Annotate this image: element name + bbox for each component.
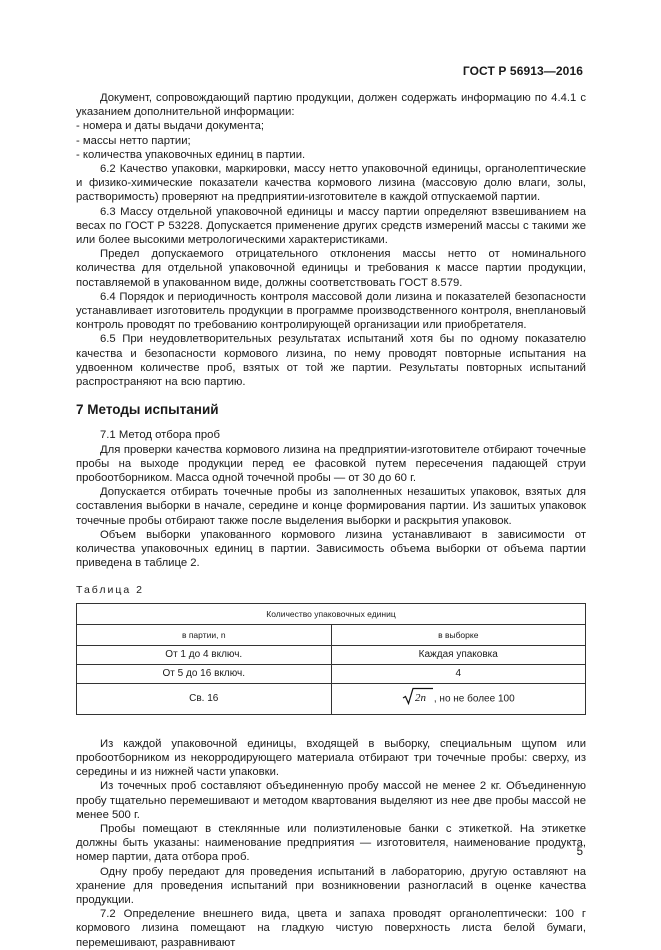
- paragraph-6-2: 6.2 Качество упаковки, маркировки, массу нетто упаковочной единицы, органолептические и физико-химические показатели качества кормового лизина (массовую долю влаги, золы, растворимость) проверяют на предприятии-изготовителе в каждой отпускаемой партии.: [76, 163, 586, 204]
- paragraph-after-table-4: Одну пробу передают для проведения испытаний в лабораторию, другую оставляют на хранение для проведения испытаний при возникновении разногласий в оценке качества продукции.: [76, 865, 586, 906]
- formula-text: 2n: [414, 692, 426, 705]
- table-cell-sample: Каждая упаковка: [331, 645, 586, 664]
- sqrt-formula: [402, 687, 434, 710]
- page-number: 5: [576, 846, 583, 858]
- sample-size-table: [76, 603, 586, 715]
- table-cell-batch: От 5 до 16 включ.: [77, 664, 332, 683]
- paragraph-after-table-3: Пробы помещают в стеклянные или полиэтиленовые банки с этикеткой. На этикетке должны быть указаны: наименование предприятия — изготовителя, наименование продукта, номер партии, дата отбора проб.: [76, 822, 586, 864]
- table-cell-batch: От 1 до 4 включ.: [77, 645, 332, 664]
- document-header: ГОСТ Р 56913—2016: [462, 64, 583, 78]
- table-row: [77, 645, 586, 664]
- formula-suffix: , но не более 100: [433, 693, 515, 705]
- table-row: [77, 664, 586, 683]
- bullet-item: - массы нетто партии;: [76, 134, 191, 147]
- table-caption: Таблица 2: [76, 583, 144, 596]
- paragraph-6-4: 6.4 Порядок и периодичность контроля массовой доли лизина и показателей безопасности устанавливает изготовитель продукции в программе производственного контроля, внеплановый контроль проводят по требованию контролирующей организации или приобретателя.: [76, 290, 586, 332]
- table-header-sample: в выборке: [331, 624, 586, 645]
- paragraph-accompanying-document: Документ, сопровождающий партию продукции, должен содержать информацию по 4.4.1 с указанием дополнительной информации:: [76, 92, 586, 119]
- paragraph-7-2: 7.2 Определение внешнего вида, цвета и запаха проводят органолептически: 100 г кормового лизина помещают на гладкую чистую поверхность листа белой бумаги, перемешивают, разравнивают: [76, 908, 586, 949]
- table-cell-sample-formula: [331, 683, 586, 714]
- paragraph-6-5: 6.5 При неудовлетворительных результатах испытаний хотя бы по одному показателю качества и безопасности кормового лизина, по нему проводят повторные испытания на удвоенном количестве проб, взятых от той же партии. Результаты повторных испытаний распространяют на всю партию.: [76, 333, 586, 389]
- sqrt-sign-icon: [402, 687, 434, 705]
- paragraph-7-1-a: Для проверки качества кормового лизина на предприятии-изготовителе отбирают точечные пробы на выходе продукции перед ее фасовкой путем пересечения падающей струи пробоотборником. Масса одной точечной пробы — от 30 до 60 г.: [76, 443, 586, 485]
- table-cell-sample: 4: [331, 664, 586, 683]
- paragraph-mass-limit: Предел допускаемого отрицательного отклонения массы нетто от номинального количества для отдельной упаковочной единицы и требования к массе партии продукции, поставляемой в упакованном виде, должны соответствовать ГОСТ 8.579.: [76, 248, 586, 289]
- paragraph-7-1-c: Объем выборки упакованного кормового лизина устанавливают в зависимости от количества упаковочных единиц в партии. Зависимость объема выборки от объема партии приведена в таблице 2.: [76, 528, 586, 570]
- bullet-item: - количества упаковочных единиц в партии.: [76, 148, 306, 161]
- section-7-title: 7 Методы испытаний: [76, 402, 219, 418]
- paragraph-after-table-2: Из точечных проб составляют объединенную пробу массой не менее 2 кг. Объединенную пробу тщательно перемешивают и методом квартования выделяют из нее две пробы массой не менее 500 г.: [76, 780, 586, 821]
- bullet-item: - номера и даты выдачи документа;: [76, 120, 264, 133]
- document-body: [76, 91, 586, 950]
- paragraph-6-3: 6.3 Массу отдельной упаковочной единицы и массу партии определяют взвешиванием на весах по ГОСТ Р 53228. Допускается применение других средств измерений массы с такими же или более высокими метрологическими характеристиками.: [76, 205, 586, 247]
- paragraph-7-1: 7.1 Метод отбора проб: [100, 429, 220, 442]
- table-header-batch: в партии, n: [77, 624, 332, 645]
- table-row: [77, 683, 586, 714]
- paragraph-7-1-b: Допускается отбирать точечные пробы из заполненных незашитых упаковок, взятых для составления выборки в начале, середине и конце формирования партии. Из зашитых упаковок точечные пробы отбирают также после выделения выборки и раскрытия упаковок.: [76, 486, 586, 527]
- table-header-main: Количество упаковочных единиц: [77, 603, 586, 624]
- table-cell-batch: Св. 16: [77, 683, 332, 714]
- paragraph-after-table-1: Из каждой упаковочной единицы, входящей в выборку, специальным щупом или пробоотборником из некорродирующего материала отбирают три точечные пробы: сверху, из середины и из нижней части упаковки.: [76, 737, 586, 779]
